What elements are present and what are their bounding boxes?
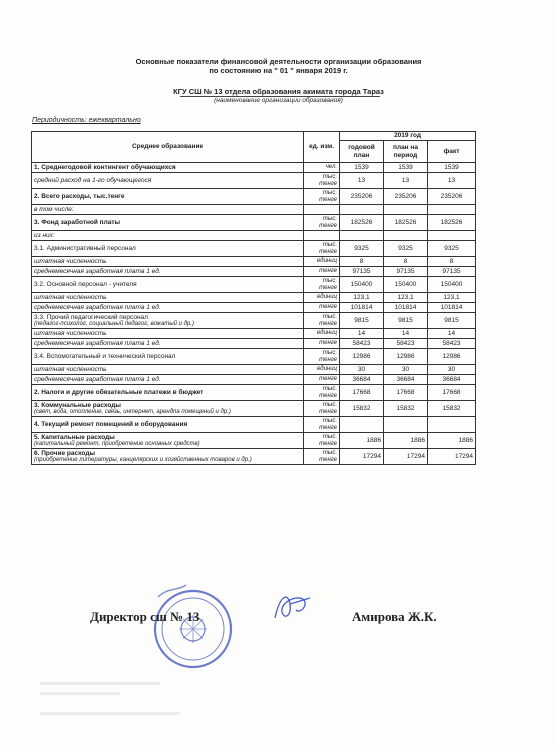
row-name-text: 5. Капитальные расходы	[34, 433, 115, 441]
row-unit: тыс. тенге	[304, 433, 340, 449]
row-period: 17668	[384, 385, 428, 401]
row-fact: 150400	[428, 277, 476, 293]
row-annual	[340, 417, 384, 433]
table-row	[32, 163, 476, 173]
row-fact: 9815	[428, 313, 476, 329]
row-unit: тенге	[304, 303, 340, 313]
row-name	[32, 417, 304, 433]
periodicity: Периодичность: ежеквартально	[32, 117, 141, 124]
row-fact: 182526	[428, 215, 476, 231]
row-period: 12986	[384, 349, 428, 365]
row-fact: 9325	[428, 241, 476, 257]
row-unit: тенге	[304, 339, 340, 349]
row-period: 123,1	[384, 293, 428, 303]
row-period: 14	[384, 329, 428, 339]
table-row	[32, 417, 476, 433]
row-unit: тыс. тенге	[304, 417, 340, 433]
financial-table	[31, 131, 476, 465]
row-period	[384, 231, 428, 241]
row-unit: тыс. тенге	[304, 241, 340, 257]
row-fact: 58423	[428, 339, 476, 349]
row-annual: 123,1	[340, 293, 384, 303]
row-name	[32, 205, 304, 215]
row-period: 30	[384, 365, 428, 375]
row-name-text: штатная численность	[34, 294, 107, 301]
row-unit: тыс. тенге	[304, 189, 340, 205]
row-name-text: 3.4. Вспомогательный и технический персонал	[34, 353, 176, 360]
row-name	[32, 303, 304, 313]
table-row	[32, 433, 476, 449]
table-row	[32, 375, 476, 385]
row-name	[32, 231, 304, 241]
table-row	[32, 215, 476, 231]
row-fact: 97135	[428, 267, 476, 277]
header-fact: факт	[428, 141, 476, 163]
organization-note: (наименование организации образования)	[214, 97, 343, 104]
row-name-text: среднемесячная заработная плата 1 ед.	[34, 340, 161, 347]
row-period: 36684	[384, 375, 428, 385]
row-unit: тыс. тенге	[304, 349, 340, 365]
row-name	[32, 433, 304, 449]
row-name	[32, 257, 304, 267]
row-unit: тенге	[304, 267, 340, 277]
header-period: план на период	[384, 141, 428, 163]
row-name-text: 3. Коммунальные расходы	[34, 401, 121, 409]
signature-scribble	[270, 590, 315, 625]
row-annual: 30	[340, 365, 384, 375]
row-annual: 182526	[340, 215, 384, 231]
row-name-note: (педагог-психолог, социальный педагог, вожатый и др.)	[34, 320, 194, 327]
table-row	[32, 231, 476, 241]
row-name-text: 1. Среднегодовой контингент обучающихся	[34, 164, 176, 171]
row-annual: 15832	[340, 401, 384, 417]
row-period: 97135	[384, 267, 428, 277]
table-row	[32, 385, 476, 401]
row-unit: тыс. тенге	[304, 449, 340, 465]
row-name	[32, 173, 304, 189]
row-name-text: 2. Налоги и другие обязательные платежи в бюджет	[34, 389, 204, 396]
row-annual: 97135	[340, 267, 384, 277]
header-unit: ед. изм.	[304, 132, 340, 163]
row-unit: чел.	[304, 163, 340, 173]
row-fact: 17668	[428, 385, 476, 401]
row-fact	[428, 205, 476, 215]
table-row	[32, 241, 476, 257]
row-name-text: средний расход на 1-го обучающегося	[34, 177, 152, 184]
row-period	[384, 417, 428, 433]
row-name	[32, 189, 304, 205]
row-unit: тыс. тенге	[304, 277, 340, 293]
row-name-text: штатная численность	[34, 366, 107, 373]
table-row	[32, 329, 476, 339]
row-unit: единиц	[304, 329, 340, 339]
row-period: 1539	[384, 163, 428, 173]
row-period: 8	[384, 257, 428, 267]
row-annual: 17668	[340, 385, 384, 401]
row-unit	[304, 205, 340, 215]
row-annual: 9325	[340, 241, 384, 257]
row-unit: тыс. тенге	[304, 173, 340, 189]
table-row	[32, 277, 476, 293]
row-name-text: 2. Всего расходы, тыс.тенге	[34, 193, 125, 200]
report-date: по состоянию на " 01 " января 2019 г.	[209, 66, 348, 75]
row-name-text: среднемесячная заработная плата 1 ед.	[34, 268, 161, 275]
row-period: 150400	[384, 277, 428, 293]
row-fact: 235206	[428, 189, 476, 205]
row-name-text: штатная численность	[34, 258, 107, 265]
row-unit: тыс. тенге	[304, 385, 340, 401]
row-name	[32, 401, 304, 417]
row-fact: 15832	[428, 401, 476, 417]
row-annual: 1539	[340, 163, 384, 173]
table-row	[32, 401, 476, 417]
row-fact: 8	[428, 257, 476, 267]
row-fact: 13	[428, 173, 476, 189]
row-fact	[428, 231, 476, 241]
row-period	[384, 205, 428, 215]
header-name: Среднее образование	[32, 132, 304, 163]
row-unit: тыс. тенге	[304, 401, 340, 417]
bleed-through-marks	[30, 672, 530, 732]
row-name	[32, 349, 304, 365]
row-name	[32, 241, 304, 257]
table-row	[32, 303, 476, 313]
row-name-text: среднемесячная заработная плата 1 ед.	[34, 376, 161, 383]
table-row	[32, 257, 476, 267]
row-name-text: 3.3. Прочий педагогический персонал	[34, 313, 148, 321]
row-annual: 13	[340, 173, 384, 189]
row-name-note: (приобретение литературы, канцелярских и хозяйственных товаров и др.)	[34, 456, 252, 463]
row-annual: 36684	[340, 375, 384, 385]
row-name	[32, 339, 304, 349]
row-fact: 17294	[428, 449, 476, 465]
row-name	[32, 375, 304, 385]
director-name: Амирова Ж.К.	[352, 609, 437, 624]
table-row	[32, 339, 476, 349]
row-unit: единиц	[304, 293, 340, 303]
row-name-text: 4. Текущий ремонт помещений и оборудования	[34, 421, 188, 428]
row-name-text: 3.2. Основной персонал - учителя	[34, 281, 137, 288]
row-period: 182526	[384, 215, 428, 231]
row-fact	[428, 417, 476, 433]
row-annual	[340, 231, 384, 241]
row-annual: 1886	[340, 433, 384, 449]
row-annual: 8	[340, 257, 384, 267]
row-period: 58423	[384, 339, 428, 349]
row-unit: единиц	[304, 257, 340, 267]
row-annual: 101814	[340, 303, 384, 313]
row-name-text: 3.1. Административный персонал	[34, 245, 136, 252]
director-label: Директор сш № 13	[90, 609, 200, 624]
row-annual: 9815	[340, 313, 384, 329]
row-fact: 12986	[428, 349, 476, 365]
report-title: Основные показатели финансовой деятельности организации образования	[135, 57, 422, 66]
row-name	[32, 385, 304, 401]
row-name-note: (свет, вода, отопление, связь, интернет, арендпа помещений и др.)	[34, 408, 231, 415]
row-name	[32, 329, 304, 339]
row-period: 235206	[384, 189, 428, 205]
row-name	[32, 449, 304, 465]
row-name-note: (капитальный ремонт, приобретение основных средств)	[34, 440, 200, 447]
row-annual: 12986	[340, 349, 384, 365]
row-fact: 123,1	[428, 293, 476, 303]
row-name	[32, 215, 304, 231]
row-annual: 17294	[340, 449, 384, 465]
row-name-text: из них:	[34, 232, 55, 239]
row-unit: тенге	[304, 375, 340, 385]
row-annual: 150400	[340, 277, 384, 293]
row-name	[32, 277, 304, 293]
row-fact: 36684	[428, 375, 476, 385]
row-unit: тыс. тенге	[304, 215, 340, 231]
row-period: 15832	[384, 401, 428, 417]
row-annual: 14	[340, 329, 384, 339]
row-unit: единиц	[304, 365, 340, 375]
row-name	[32, 313, 304, 329]
row-fact: 1539	[428, 163, 476, 173]
row-unit: тыс. тенге	[304, 313, 340, 329]
row-period: 9815	[384, 313, 428, 329]
row-period: 17294	[384, 449, 428, 465]
row-name-text: 6. Прочие расходы	[34, 449, 95, 457]
row-name-text: штатная численность	[34, 330, 107, 337]
row-period: 101814	[384, 303, 428, 313]
row-annual: 58423	[340, 339, 384, 349]
row-annual	[340, 205, 384, 215]
row-name	[32, 163, 304, 173]
row-fact: 14	[428, 329, 476, 339]
row-period: 13	[384, 173, 428, 189]
row-name-text: среднемесячная заработная плата 1 ед.	[34, 304, 161, 311]
row-annual: 235206	[340, 189, 384, 205]
table-row	[32, 173, 476, 189]
row-name	[32, 267, 304, 277]
row-period: 9325	[384, 241, 428, 257]
row-name-text: 3. Фонд заработной платы	[34, 219, 121, 226]
header-annual: годовой план	[340, 141, 384, 163]
row-period: 1886	[384, 433, 428, 449]
table-row	[32, 267, 476, 277]
row-name	[32, 365, 304, 375]
table-row	[32, 349, 476, 365]
row-fact: 101814	[428, 303, 476, 313]
table-row	[32, 189, 476, 205]
organization-name: КГУ СШ № 13 отдела образования акимата города Тараз	[173, 87, 384, 96]
row-name-text: в том числе:	[34, 206, 74, 213]
official-seal	[148, 577, 238, 677]
table-row	[32, 293, 476, 303]
table-row	[32, 365, 476, 375]
table-row	[32, 449, 476, 465]
row-unit	[304, 231, 340, 241]
table-row	[32, 205, 476, 215]
header-year: 2019 год	[340, 132, 476, 141]
table-row	[32, 313, 476, 329]
row-name	[32, 293, 304, 303]
row-fact: 30	[428, 365, 476, 375]
row-fact: 1886	[428, 433, 476, 449]
